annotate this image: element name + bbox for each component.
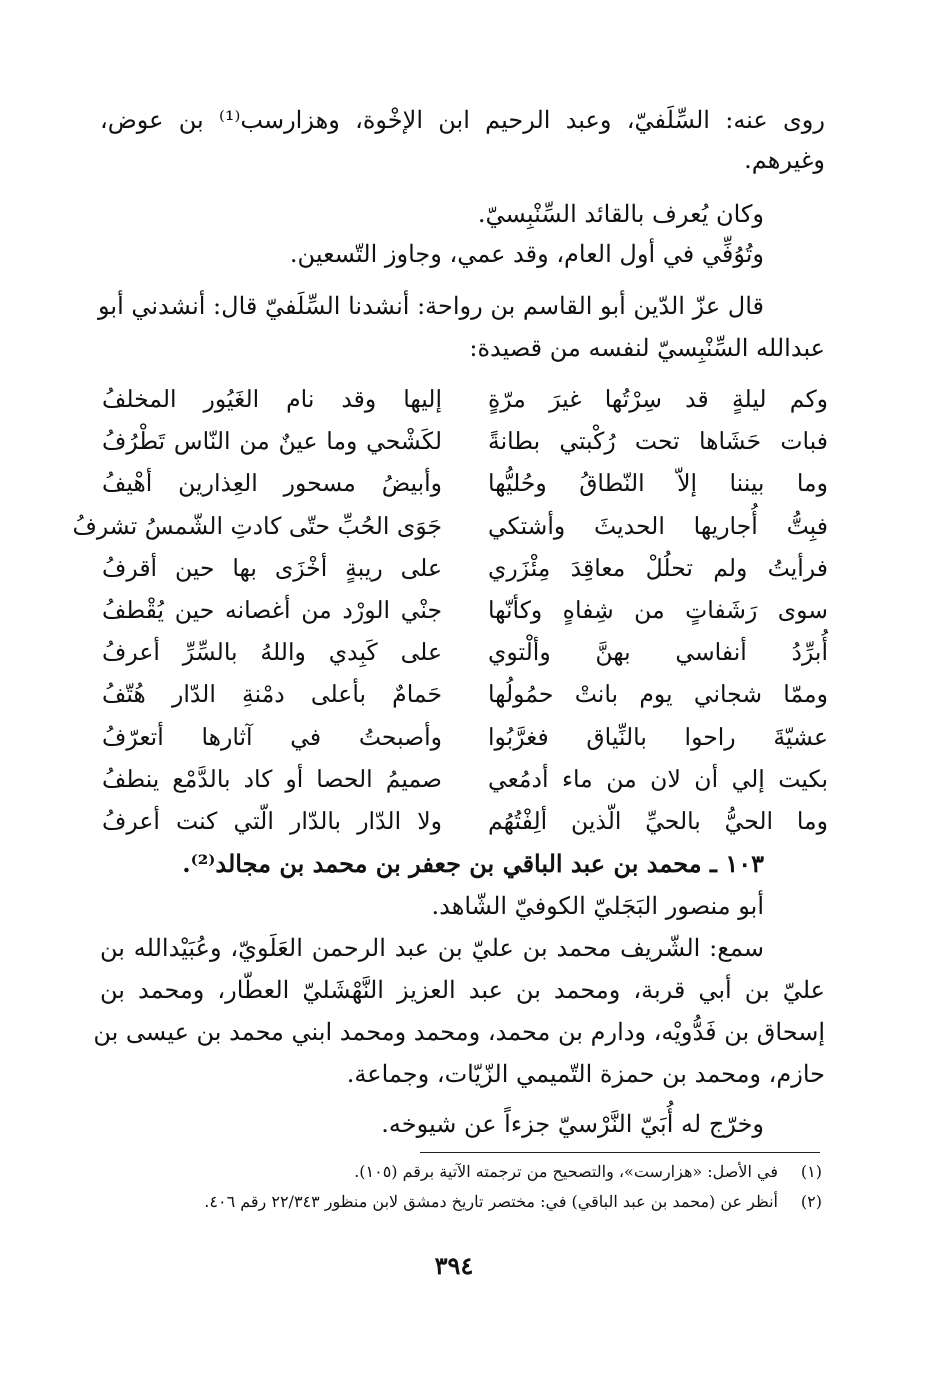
- narration-line-2: عبدالله السِّنْبِسيّ لنفسه من قصيدة:: [469, 334, 825, 362]
- compiled-line: وخرّج له أُبَيّ النَّرْسيّ جزءاً عن شيوخه.: [381, 1110, 764, 1138]
- teachers-paragraph-cont: [93, 972, 825, 1102]
- intro-line-1: روى عنه: السِّلَفيّ، وعبد الرحيم ابن الإخْوة، وهزارسب⁽¹⁾ بن عوض،: [100, 106, 825, 134]
- entry-heading: ١٠٣ ـ محمد بن عبد الباقي بن جعفر بن محمد بن مجالد⁽²⁾.: [182, 849, 764, 878]
- poem-verse-first-half: سوى رَشَفاتٍ من شِفاهٍ وكأنّها: [488, 595, 828, 624]
- poem-verse-first-half: بكيت إلي أن لان من ماء أدمُعي: [488, 764, 828, 793]
- narration-paragraph-2: [300, 332, 825, 364]
- footnote-text: في الأصل: «هزارست»، والتصحيح من ترجمته الآتية برقم (١٠٥).: [354, 1162, 778, 1181]
- teachers-paragraph: [100, 930, 764, 970]
- footnote-number: (١): [800, 1162, 822, 1181]
- poem-verse-first-half: وممّا شجاني يوم بانتْ حمُولُها: [488, 680, 828, 709]
- teachers-line-1: سمع: الشّريف محمد بن عليّ بن عبد الرحمن العَلَويّ، وعُبَيْدالله بن: [100, 934, 764, 962]
- poem-first-hemistichs: [488, 378, 828, 842]
- footnote-2: [204, 1192, 822, 1211]
- poem-verse-first-half: عشيّةَ راحوا بالنِّياق فغرَّبُوا: [488, 722, 828, 751]
- intro-paragraph: [100, 100, 825, 180]
- narration-line-1: قال عزّ الدّين أبو القاسم بن رواحة: أنشدنا السِّلَفيّ قال: أنشدني أبو: [98, 292, 764, 320]
- intro-line-2: وغيرهم.: [744, 146, 825, 174]
- footnote-text: أنظر عن (محمد بن عبد الباقي) في: مختصر تاريخ دمشق لابن منظور ٢٢/٣٤٣ رقم ٤٠٦.: [204, 1192, 778, 1211]
- poem-verse-second-half: وأبيضُ مسحور العِذارين أهْيفُ: [102, 469, 442, 498]
- teachers-line-2: عليّ بن أبي قربة، ومحمد بن عبد العزيز النَّهْشَليّ العطّار، ومحمد بن: [100, 976, 825, 1004]
- poem-verse-first-half: أُبرِّدُ أنفاسي بهنَّ وألْتوي: [488, 638, 828, 667]
- footnote-number: (٢): [800, 1192, 822, 1211]
- known-as-line: وكان يُعرف بالقائد السِّنْبِسيّ.: [477, 200, 764, 228]
- poem-verse-second-half: صميمُ الحصا أو كاد بالدَّمْع ينطفُ: [102, 764, 442, 793]
- poem-verse-second-half: ولا الدّار بالدّار الّتي كنت أعرفُ: [102, 806, 442, 835]
- poem-verse-second-half: وأصبحتُ في آثارها أتعرّفُ: [102, 722, 442, 751]
- poem-verse-second-half: جنْي الورْد من أغصانه حين يُقْطفُ: [102, 595, 442, 624]
- footnote-1: [354, 1162, 822, 1181]
- poem-verse-second-half: لكَشْحي وما عينٌ من النّاس تَطْرُفُ: [102, 427, 442, 456]
- poem-verse-first-half: وما الحيُّ بالحيِّ الّذين ألِفْتُهُم: [488, 806, 828, 835]
- poem-verse-second-half: على كَبِدي واللهُ بالسِّرِّ أعرفُ: [102, 638, 442, 667]
- poem-verse-first-half: فرأيتُ ولم تحلُلْ معاقِدَ مِئْزَري: [488, 553, 828, 582]
- poem-verse-first-half: وما بيننا إلاّ النّطاقُ وحُليُّها: [488, 469, 828, 498]
- poem-verse-first-half: وكم ليلةٍ قد سِرْتُها غيرَ مرّةٍ: [488, 385, 828, 413]
- teachers-line-3: إسحاق بن فَدُّويْه، ودارم بن محمد، ومحمد ومحمد ابني محمد بن عيسى بن: [93, 1018, 825, 1046]
- poem-second-hemistichs: [72, 378, 442, 842]
- footnote-separator: [420, 1152, 820, 1153]
- poem-verse-second-half: على ريبةٍ أخْزَى بها حين أقرفُ: [102, 553, 442, 582]
- poem-verse-first-half: فبِتُّ أُجاريها الحديثَ وأشتكي: [488, 511, 828, 540]
- teachers-line-4: حازم، ومحمد بن حمزة التّميمي الزّيّات، وجماعة.: [346, 1060, 825, 1088]
- poem-verse-first-half: فبات حَشَاها تحت رُكْبتي بطانةً: [488, 427, 828, 456]
- page-number: ٣٩٤: [434, 1251, 474, 1280]
- poem-verse-second-half: حَمامٌ بأعلى دمْنةِ الدّار هُتّفُ: [102, 680, 442, 709]
- entry-kunya: أبو منصور البَجَليّ الكوفيّ الشّاهد.: [431, 892, 764, 920]
- poem-verse-second-half: إليها وقد نام الغَيُور المخلفُ: [102, 385, 442, 413]
- death-line: وتُوُفِّي في أول العام، وقد عمي، وجاوز التّسعين.: [289, 240, 764, 268]
- poem-verse-second-half: جَوَى الحُبِّ حتّى كادتِ الشّمسُ تشرفُ: [72, 511, 442, 540]
